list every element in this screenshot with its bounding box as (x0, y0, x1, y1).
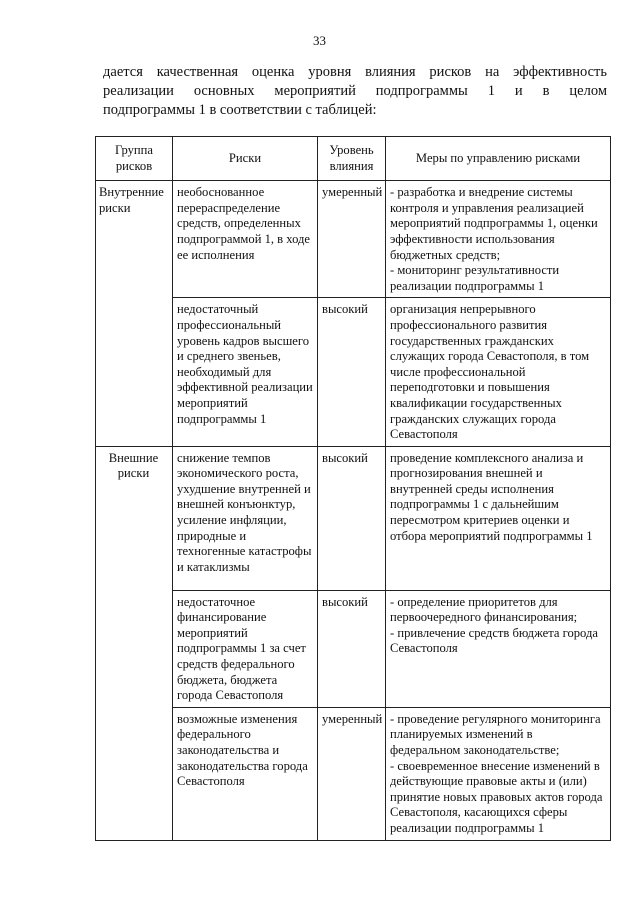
header-measures: Меры по управлению рисками (386, 137, 611, 181)
risk-group-cell: Внутренние риски (96, 181, 173, 447)
table-row (96, 181, 611, 298)
impact-level-cell: высокий (318, 590, 386, 707)
measures-cell: - разработка и внедрение системы контроля и управления реализацией мероприятий подпрограммы 1, оценки эффективности использования бюджетных средств; - мониторинг результативности реализации подпрограммы 1 (386, 181, 611, 298)
measures-cell: - определение приоритетов для первоочередного финансирования; - привлечение средств бюджета города Севастополя (386, 590, 611, 707)
risk-cell: снижение темпов экономического роста, ухудшение внутренней и внешней конъюнктур, усиление инфляции, природные и техногенные катастрофы и катаклизмы (173, 446, 318, 590)
table-row (96, 298, 611, 446)
risk-cell: необоснованное перераспределение средств, определенных подпрограммой 1, в ходе ее исполнения (173, 181, 318, 298)
impact-level-cell: высокий (318, 446, 386, 590)
table-row (96, 446, 611, 590)
page-number: 33 (313, 33, 326, 48)
table-row (96, 590, 611, 707)
risk-cell: недостаточный профессиональный уровень кадров высшего и среднего звеньев, необходимый для эффективной реализации мероприятий подпрограммы 1 (173, 298, 318, 446)
intro-line: реализации основных мероприятий подпрограммы 1 и в целом (103, 83, 607, 99)
measures-cell: организация непрерывного профессионального развития государственных гражданских служащих города Севастополя, в том числе профессиональной переподготовки и повышения квалификации государственных гражданских служащих города Севастополя (386, 298, 611, 446)
table-row (96, 707, 611, 840)
table-header-row (96, 137, 611, 181)
impact-level-cell: умеренный (318, 181, 386, 298)
intro-line: подпрограммы 1 в соответствии с таблицей: (103, 102, 377, 118)
measures-cell: - проведение регулярного мониторинга планируемых изменений в федеральном законодательстве; - своевременное внесение изменений в действующие правовые акты и (или) принятие новых правовых актов города Севастополя, касающихся сферы реализации подпрограммы 1 (386, 707, 611, 840)
risk-group-cell: Внешние риски (96, 446, 173, 840)
header-impact-level: Уровень влияния (318, 137, 386, 181)
intro-line: дается качественная оценка уровня влияния рисков на эффективность (103, 64, 607, 80)
intro-paragraph (103, 63, 607, 120)
risk-cell: возможные изменения федерального законодательства и законодательства города Севастополя (173, 707, 318, 840)
header-risk-group: Группа рисков (96, 137, 173, 181)
header-risks: Риски (173, 137, 318, 181)
risk-table (95, 136, 611, 841)
impact-level-cell: высокий (318, 298, 386, 446)
measures-cell: проведение комплексного анализа и прогнозирования внешней и внутренней среды исполнения подпрограммы 1 с дальнейшим пересмотром критериев оценки и отбора мероприятий подпрограммы 1 (386, 446, 611, 590)
risk-cell: недостаточное финансирование мероприятий подпрограммы 1 за счет средств федерального бюджета, бюджета города Севастополя (173, 590, 318, 707)
impact-level-cell: умеренный (318, 707, 386, 840)
